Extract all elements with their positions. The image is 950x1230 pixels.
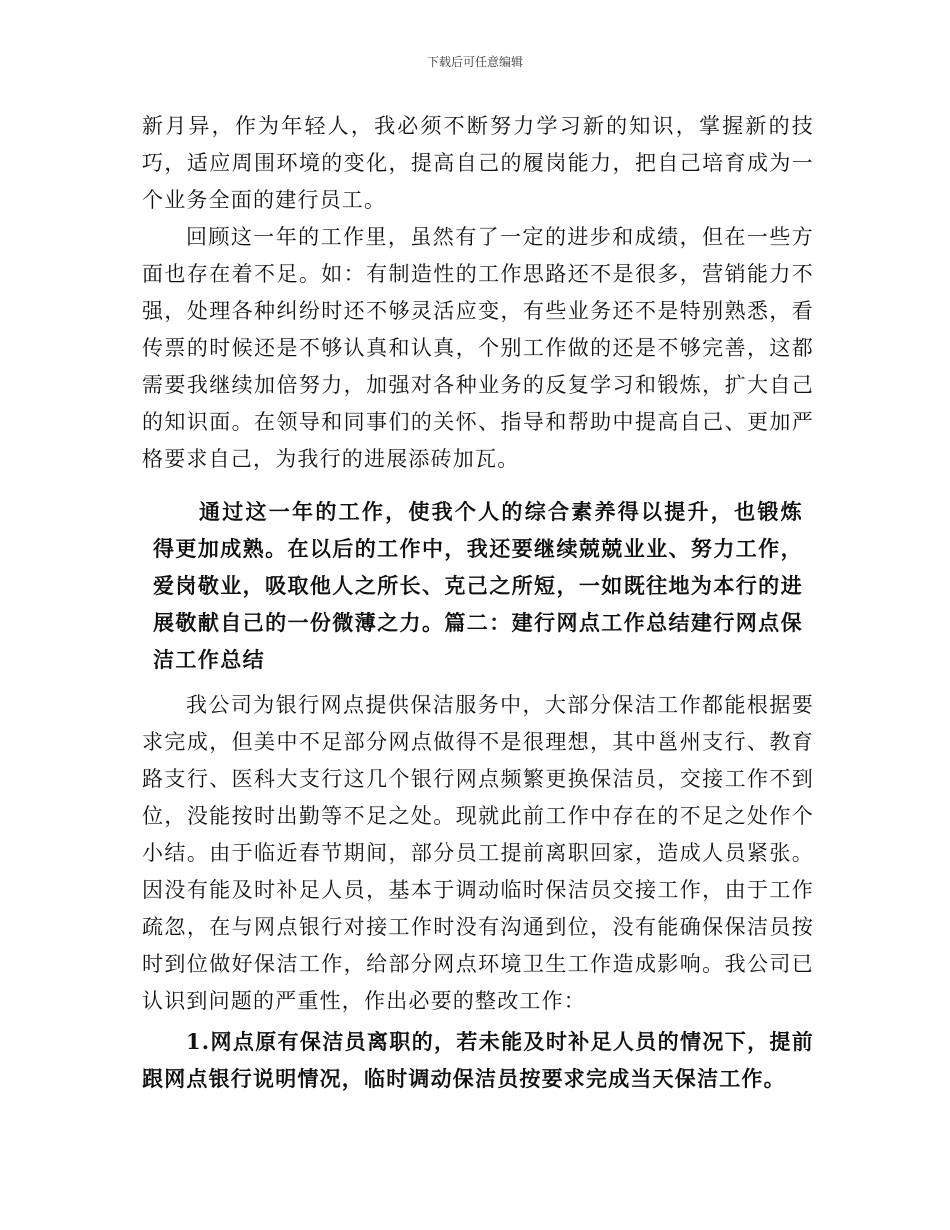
page-header-note: 下载后可任意编辑	[426, 55, 523, 69]
paragraph-item-1-bold: 1.网点原有保洁员离职的，若未能及时补足人员的情况下，提前跟网点银行说明情况，临时调动保洁员按要求完成当天保洁工作。	[142, 1029, 814, 1091]
paragraph-summary-bold: 通过这一年的工作，使我个人的综合素养得以提升，也锻炼得更加成熟。在以后的工作中，我还要继续兢兢业业、努力工作，爱岗敬业，吸取他人之所长、克己之所短，一如既往地为本行的进展敬献自己的一份微薄之力。篇二：建行网点工作总结建行网点保洁工作总结	[153, 499, 803, 672]
paragraph-cleaning-service: 我公司为银行网点提供保洁服务中，大部分保洁工作都能根据要求完成，但美中不足部分网点做得不是很理想，其中邕州支行、教育路支行、医科大支行这几个银行网点频繁更换保洁员，交接工作不到位，没能按时出勤等不足之处。现就此前工作中存在的不足之处作个小结。由于临近春节期间，部分员工提前离职回家，造成人员紧张。因没有能及时补足人员，基本于调动临时保洁员交接工作，由于工作疏忽，在与网点银行对接工作时没有沟通到位，没有能确保保洁员按时到位做好保洁工作，给部分网点环境卫生工作造成影响。我公司已认识到问题的严重性，作出必要的整改工作：	[142, 693, 814, 1013]
paragraph-review: 回顾这一年的工作里，虽然有了一定的进步和成绩，但在一些方面也存在着不足。如：有制造性的工作思路还不是很多，营销能力不强，处理各种纠纷时还不够灵活应变，有些业务还不是特别熟悉，看传票的时候还是不够认真和认真，个别工作做的还是不够完善，这都需要我继续加倍努力，加强对各种业务的反复学习和锻炼，扩大自己的知识面。在领导和同事们的关怀、指导和帮助中提高自己、更加严格要求自己，为我行的进展添砖加瓦。	[142, 225, 814, 471]
paragraph-continuation: 新月异，作为年轻人，我必须不断努力学习新的知识，掌握新的技巧，适应周围环境的变化，提高自己的履岗能力，把自己培育成为一个业务全面的建行员工。	[142, 114, 814, 212]
